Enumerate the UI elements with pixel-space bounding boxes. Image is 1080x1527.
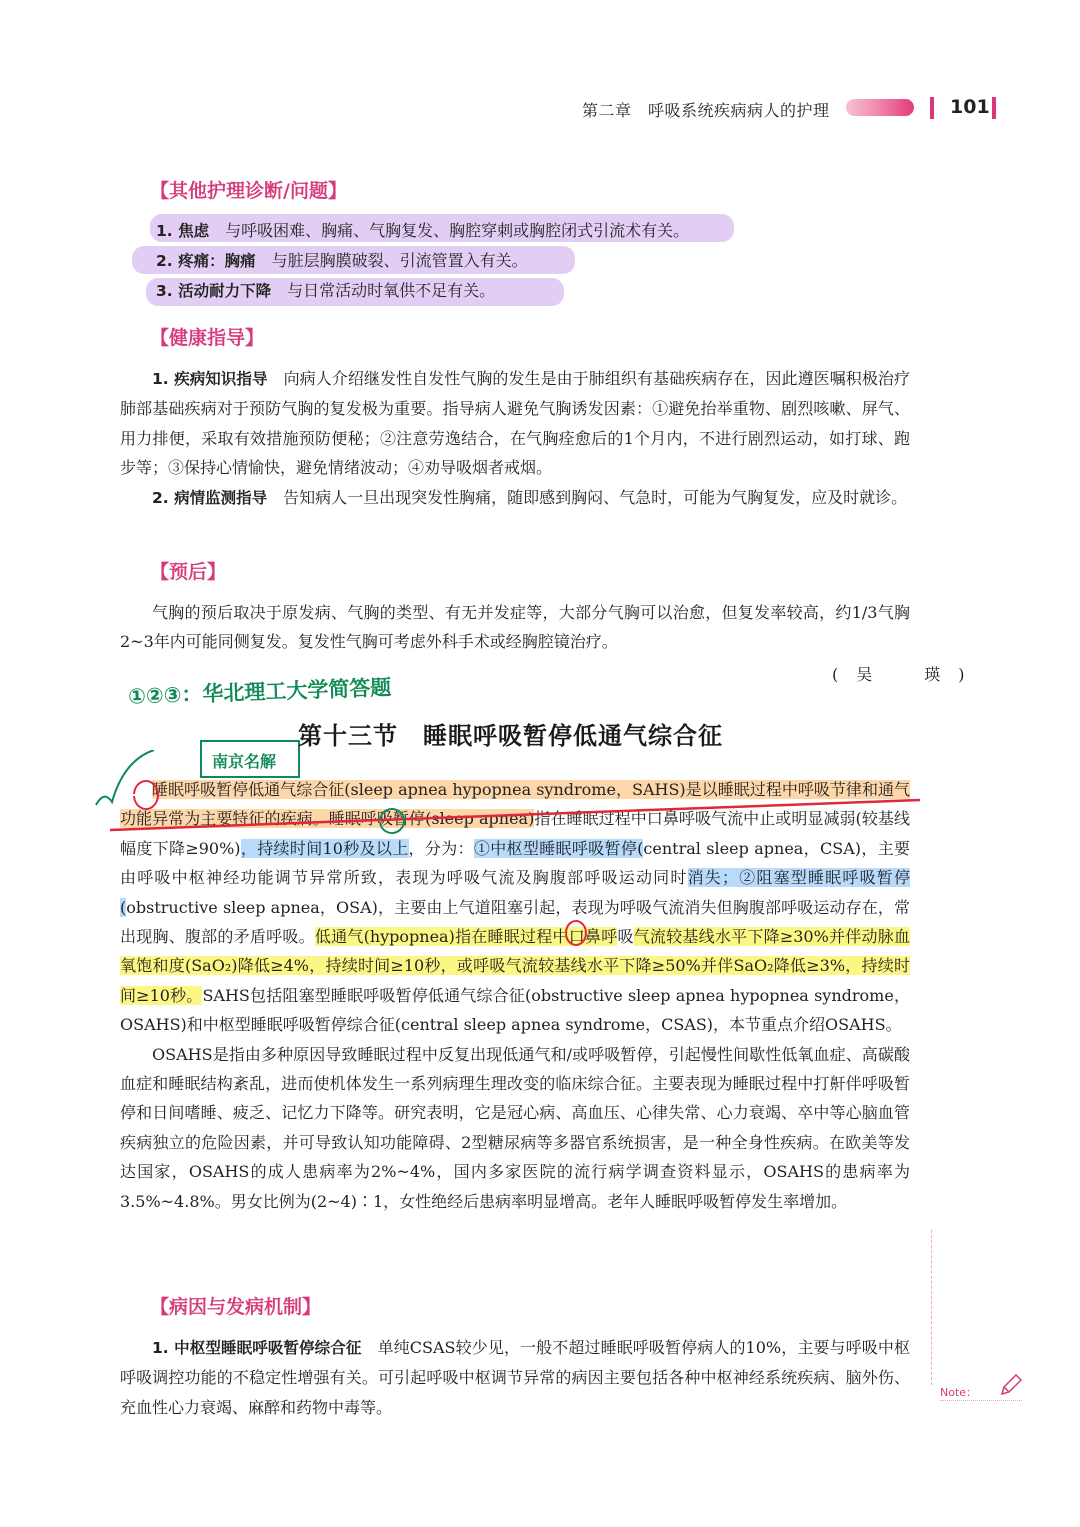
etiology-term: 1. 中枢型睡眠呼吸暂停综合征 — [152, 1339, 362, 1357]
definition-apnea: 指在睡眠过程中口鼻呼吸气流中止或明显减弱(较基线幅度下降≥90%) — [120, 809, 910, 858]
pencil-icon — [998, 1372, 1024, 1398]
definition-sahs: 睡眠呼吸暂停低通气综合征(sleep apnea hypopnea syndrome，SAHS)是以睡眠过程中呼吸节律和通气功能异常为主要特征的疾病。 — [120, 780, 910, 829]
health-guidance-heading: 【健康指导】 — [150, 327, 265, 349]
hypopnea-term: 低通气(hypopnea)指在睡眠过程中口鼻呼 — [314, 927, 618, 947]
running-header: 第二章 呼吸系统疾病病人的护理 — [582, 101, 830, 120]
prognosis-paragraph: 气胸的预后取决于原发病、气胸的类型、有无并发症等，大部分气胸可以治愈，但复发率较高，约1/3气胸2~3年内可能同侧复发。复发性气胸可考虑外科手术或经胸腔镜治疗。 — [120, 603, 910, 652]
header-decoration-bar — [846, 99, 914, 116]
circle-mark-1 — [134, 781, 158, 809]
header-separator — [930, 97, 934, 119]
handwritten-note: ①②③：华北理工大学简答题 — [127, 675, 392, 709]
csa-term: ①中枢型睡眠呼吸暂停( — [473, 838, 644, 858]
osa-text: obstructive sleep apnea，OSA)，主要由上气道阻塞引起，表现为呼吸气流消失但胸腹部呼吸运动存在，常出现胸、腹部的矛盾呼吸。 — [120, 897, 910, 947]
etiology-text: 单纯CSAS较少见，一般不超过睡眠呼吸暂停病人的10%，主要与呼吸中枢呼吸调控功能的不稳定性增强有关。可引起呼吸中枢调节异常的病因主要包括各种中枢神经系统疾病、脑外伤、充血性心力衰竭、麻醉和药物中毒等。 — [120, 1338, 910, 1417]
prognosis-heading: 【预后】 — [150, 561, 227, 583]
other-diagnosis-heading: 【其他护理诊断/问题】 — [150, 180, 347, 202]
margin-dashed-line — [931, 1230, 932, 1385]
sahs-types: SAHS包括阻塞型睡眠呼吸暂停低通气综合征(obstructive sleep apnea hypopnea syndrome，OSAHS)和中枢型睡眠呼吸暂停综合征(central sleep apnea syndrome，CSAS)，本节重点介绍OSAHS。 — [120, 985, 910, 1035]
diagnosis-item: 1. 焦虑 与呼吸困难、胸痛、气胸复发、胸腔穿刺或胸腔闭式引流术有关。 — [156, 221, 690, 240]
circle-mark-3 — [566, 921, 586, 945]
etiology-heading: 【病因与发病机制】 — [150, 1296, 322, 1318]
definition-apnea-term: 睡眠呼吸暂停(sleep apnea) — [328, 809, 535, 829]
page-number: 101 — [950, 96, 990, 118]
red-underline — [110, 800, 920, 830]
apnea-duration: ，持续时间10秒及以上 — [240, 838, 409, 858]
note-line — [940, 1400, 1022, 1401]
handwritten-box-text: 南京名解 — [212, 752, 277, 771]
apnea-classify: ，分为： — [408, 838, 474, 858]
guidance-paragraph-2: 2. 病情监测指导 告知病人一旦出现突发性胸痛，随即感到胸闷、气急时，可能为气胸复发，应及时就诊。 — [152, 487, 908, 507]
etiology-body — [120, 1333, 910, 1422]
check-mark — [96, 750, 154, 805]
pen-annotations — [90, 750, 960, 960]
diagnosis-list — [156, 216, 689, 306]
guidance-paragraph-1: 1. 疾病知识指导 向病人介绍继发性自发性气胸的发生是由于肺组织有基础疾病存在，因此遵医嘱积极治疗肺部基础疾病对于预防气胸的复发极为重要。指导病人避免气胸诱发因素：①避免抬举重物、剧烈咳嗽、屏气、用力排便，采取有效措施预防便秘；②注意劳逸结合，在气胸痊愈后的1个月内，不进行剧烈运动，如打球、跑步等；③保持心情愉快，避免情绪波动；④劝导吸烟者戒烟。 — [120, 369, 910, 478]
diagnosis-item: 3. 活动耐力下降 与日常活动时氧供不足有关。 — [156, 281, 496, 300]
section-title: 第十三节 睡眠呼吸暂停低通气综合征 — [298, 722, 723, 750]
author-credit: (吴 瑛) — [832, 665, 983, 684]
hypopnea-break: 吸 — [617, 927, 634, 947]
csa-text: central sleep apnea，CSA)，主要由呼吸中枢神经功能调节异常所致，表现为呼吸气流及胸腹部呼吸运动同时 — [120, 838, 910, 888]
prognosis-body — [120, 598, 910, 657]
health-guidance-body — [120, 364, 910, 513]
note-label: Note： — [940, 1386, 978, 1399]
osahs-paragraph: OSAHS是指由多种原因导致睡眠过程中反复出现低通气和/或呼吸暂停，引起慢性间歇性低氧血症、高碳酸血症和睡眠结构紊乱，进而使机体发生一系列病理生理改变的临床综合征。主要表现为睡眠过程中打鼾伴呼吸暂停和日间嗜睡、疲乏、记忆力下降等。研究表明，它是冠心病、高血压、心律失常、心力衰竭、卒中等心脑血管疾病独立的危险因素，并可导致认知功能障碍、2型糖尿病等多器官系统损害，是一种全身性疾病。在欧美等发达国家，OSAHS的成人患病率为2%~4%，国内多家医院的流行病学调查资料显示，OSAHS的患病率为3.5%~4.8%。男女比例为(2~4)∶1，女性绝经后患病率明显增高。老年人睡眠呼吸暂停发生率增加。 — [120, 1044, 910, 1211]
hypopnea-definition: 气流较基线水平下降≥30%并伴动脉血氧饱和度(SaO₂)降低≥4%，持续时间≥10秒，或呼吸气流较基线水平下降≥50%并伴SaO₂降低≥3%，持续时间≥10秒。 — [120, 927, 910, 1005]
header-separator-right — [992, 97, 996, 119]
diagnosis-item: 2. 疼痛：胸痛 与脏层胸膜破裂、引流管置入有关。 — [156, 251, 528, 270]
osa-term: 消失；②阻塞型睡眠呼吸暂停( — [120, 868, 910, 917]
